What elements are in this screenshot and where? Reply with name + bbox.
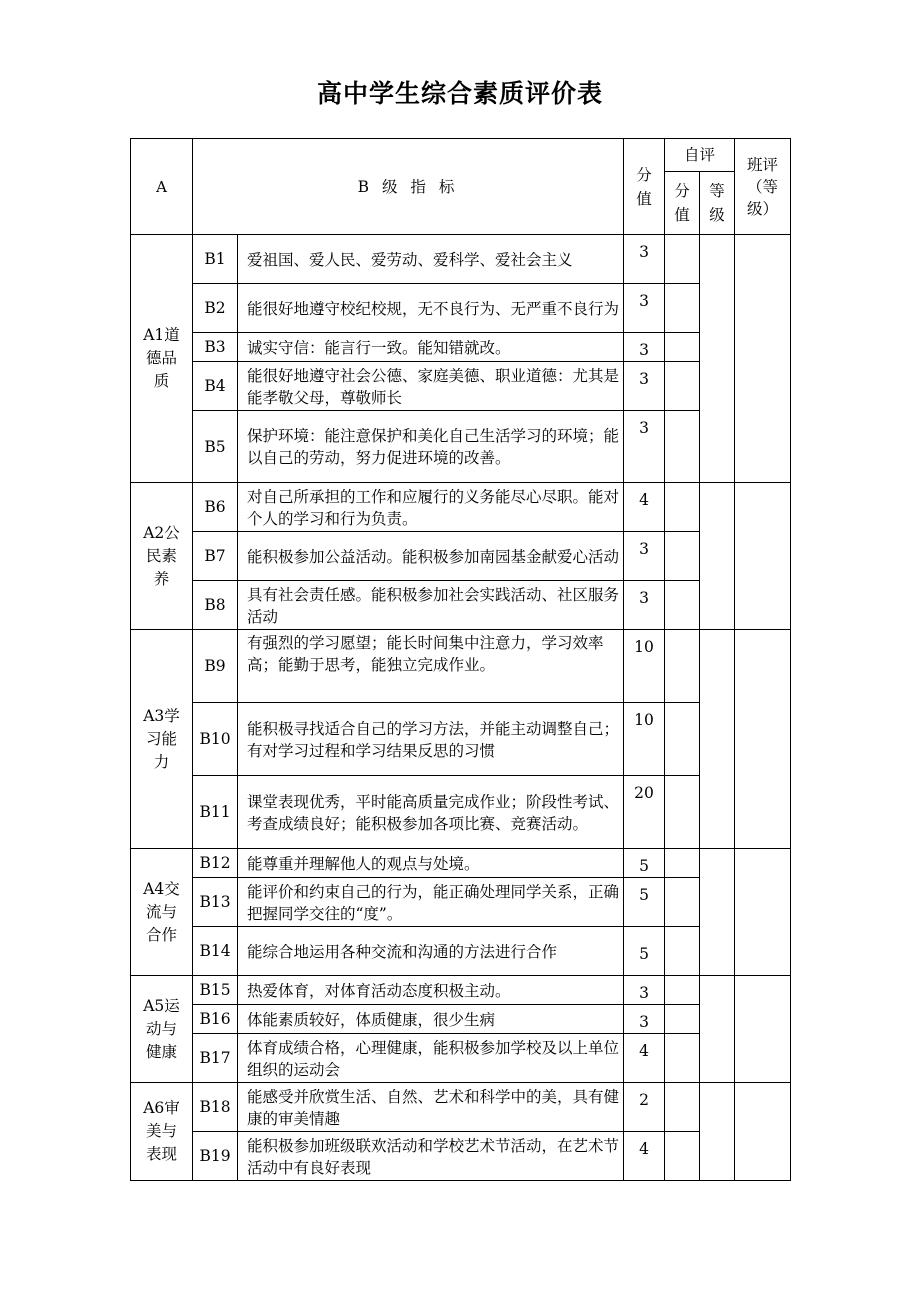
table-row bbox=[131, 703, 791, 776]
category-a4: A4交流与合作 bbox=[143, 879, 180, 944]
header-self-eval: 自评 bbox=[665, 139, 735, 172]
item-score: 2 bbox=[624, 1083, 665, 1132]
self-score-cell[interactable] bbox=[665, 284, 700, 333]
item-code: B12 bbox=[193, 849, 238, 878]
item-code: B16 bbox=[193, 1005, 238, 1034]
item-score: 10 bbox=[624, 703, 665, 776]
item-text: 体能素质较好，体质健康，很少生病 bbox=[238, 1005, 624, 1034]
self-grade-cell[interactable] bbox=[700, 976, 735, 1083]
self-score-cell[interactable] bbox=[665, 333, 700, 362]
self-score-cell[interactable] bbox=[665, 1005, 700, 1034]
table-row bbox=[131, 1034, 791, 1083]
item-score: 3 bbox=[624, 581, 665, 630]
self-score-cell[interactable] bbox=[665, 532, 700, 581]
item-text: 课堂表现优秀，平时能高质量完成作业；阶段性考试、考查成绩良好；能积极参加各项比赛、竞赛活动。 bbox=[238, 776, 624, 849]
item-code: B1 bbox=[193, 235, 238, 284]
class-eval-cell[interactable] bbox=[735, 976, 791, 1083]
class-eval-cell[interactable] bbox=[735, 483, 791, 630]
self-score-cell[interactable] bbox=[665, 1132, 700, 1181]
self-grade-cell[interactable] bbox=[700, 235, 735, 483]
class-eval-cell[interactable] bbox=[735, 849, 791, 976]
item-code: B5 bbox=[193, 411, 238, 483]
table-row bbox=[131, 927, 791, 976]
item-score: 4 bbox=[624, 1034, 665, 1083]
item-score: 5 bbox=[624, 849, 665, 878]
item-text: 爱祖国、爱人民、爱劳动、爱科学、爱社会主义 bbox=[238, 235, 624, 284]
item-code: B8 bbox=[193, 581, 238, 630]
item-code: B2 bbox=[193, 284, 238, 333]
self-score-cell[interactable] bbox=[665, 235, 700, 284]
item-text: 具有社会责任感。能积极参加社会实践活动、社区服务活动 bbox=[238, 581, 624, 630]
item-code: B11 bbox=[193, 776, 238, 849]
header-row-1 bbox=[131, 139, 791, 172]
item-score: 3 bbox=[624, 284, 665, 333]
item-code: B10 bbox=[193, 703, 238, 776]
item-code: B6 bbox=[193, 483, 238, 532]
item-text: 能综合地运用各种交流和沟通的方法进行合作 bbox=[238, 927, 624, 976]
self-score-cell[interactable] bbox=[665, 630, 700, 703]
table-row bbox=[131, 1083, 791, 1132]
header-b-level: B 级 指 标 bbox=[193, 139, 624, 235]
item-score: 3 bbox=[624, 1005, 665, 1034]
item-code: B19 bbox=[193, 1132, 238, 1181]
category-a3: A3学习能力 bbox=[143, 706, 180, 771]
item-score: 10 bbox=[624, 630, 665, 703]
item-score: 3 bbox=[624, 532, 665, 581]
item-code: B14 bbox=[193, 927, 238, 976]
item-text: 能感受并欣赏生活、自然、艺术和科学中的美，具有健康的审美情趣 bbox=[238, 1083, 624, 1132]
self-score-cell[interactable] bbox=[665, 1034, 700, 1083]
item-score: 4 bbox=[624, 1132, 665, 1181]
item-text: 能积极参加班级联欢活动和学校艺术节活动，在艺术节活动中有良好表现 bbox=[238, 1132, 624, 1181]
header-class-eval: 班评（等级） bbox=[747, 155, 779, 218]
table-row bbox=[131, 776, 791, 849]
item-code: B7 bbox=[193, 532, 238, 581]
category-a6: A6审美与表现 bbox=[143, 1099, 180, 1163]
table-row bbox=[131, 849, 791, 878]
table-row bbox=[131, 1005, 791, 1034]
self-score-cell[interactable] bbox=[665, 976, 700, 1005]
table-row bbox=[131, 1132, 791, 1181]
item-code: B17 bbox=[193, 1034, 238, 1083]
evaluation-table bbox=[130, 138, 791, 1181]
item-text: 能尊重并理解他人的观点与处境。 bbox=[238, 849, 624, 878]
self-score-cell[interactable] bbox=[665, 927, 700, 976]
category-a2: A2公民素养 bbox=[143, 523, 180, 588]
self-grade-cell[interactable] bbox=[700, 630, 735, 849]
header-a: A bbox=[131, 139, 193, 235]
item-code: B15 bbox=[193, 976, 238, 1005]
self-score-cell[interactable] bbox=[665, 1083, 700, 1132]
item-text: 能很好地遵守社会公德、家庭美德、职业道德：尤其是能孝敬父母，尊敬师长 bbox=[238, 362, 624, 411]
item-text: 能积极参加公益活动。能积极参加南园基金献爱心活动 bbox=[238, 532, 624, 581]
category-a1: A1道德品质 bbox=[143, 326, 180, 390]
table-row bbox=[131, 630, 791, 703]
item-text: 热爱体育，对体育活动态度积极主动。 bbox=[238, 976, 624, 1005]
item-score: 5 bbox=[624, 927, 665, 976]
table-row bbox=[131, 284, 791, 333]
class-eval-cell[interactable] bbox=[735, 630, 791, 849]
item-text: 对自己所承担的工作和应履行的义务能尽心尽职。能对个人的学习和行为负责。 bbox=[238, 483, 624, 532]
class-eval-cell[interactable] bbox=[735, 1083, 791, 1181]
self-score-cell[interactable] bbox=[665, 581, 700, 630]
self-score-cell[interactable] bbox=[665, 878, 700, 927]
table-row bbox=[131, 532, 791, 581]
table-row bbox=[131, 235, 791, 284]
header-self-score: 分值 bbox=[674, 182, 690, 224]
item-text: 能评价和约束自己的行为，能正确处理同学关系，正确把握同学交往的“度”。 bbox=[238, 878, 624, 927]
table-row bbox=[131, 581, 791, 630]
class-eval-cell[interactable] bbox=[735, 235, 791, 483]
self-score-cell[interactable] bbox=[665, 483, 700, 532]
item-text: 能很好地遵守校纪校规，无不良行为、无严重不良行为 bbox=[238, 284, 624, 333]
self-score-cell[interactable] bbox=[665, 362, 700, 411]
table-row bbox=[131, 411, 791, 483]
item-code: B13 bbox=[193, 878, 238, 927]
self-score-cell[interactable] bbox=[665, 849, 700, 878]
item-code: B9 bbox=[193, 630, 238, 703]
table-row bbox=[131, 483, 791, 532]
item-code: B18 bbox=[193, 1083, 238, 1132]
item-score: 3 bbox=[624, 362, 665, 411]
item-code: B3 bbox=[193, 333, 238, 362]
self-score-cell[interactable] bbox=[665, 411, 700, 483]
table-row bbox=[131, 976, 791, 1005]
header-score: 分值 bbox=[636, 165, 652, 208]
self-score-cell[interactable] bbox=[665, 703, 700, 776]
page-title: 高中学生综合素质评价表 bbox=[316, 79, 603, 108]
item-text: 能积极寻找适合自己的学习方法，并能主动调整自己；有对学习过程和学习结果反思的习惯 bbox=[238, 703, 624, 776]
item-score: 3 bbox=[624, 333, 665, 362]
table-row bbox=[131, 333, 791, 362]
table-row bbox=[131, 362, 791, 411]
self-score-cell[interactable] bbox=[665, 776, 700, 849]
self-grade-cell[interactable] bbox=[700, 849, 735, 976]
category-a5: A5运动与健康 bbox=[143, 996, 180, 1061]
item-score: 4 bbox=[624, 483, 665, 532]
header-self-grade: 等级 bbox=[709, 182, 725, 224]
item-text: 有强烈的学习愿望；能长时间集中注意力，学习效率高；能勤于思考，能独立完成作业。 bbox=[238, 630, 624, 703]
item-code: B4 bbox=[193, 362, 238, 411]
item-score: 3 bbox=[624, 976, 665, 1005]
item-text: 保护环境：能注意保护和美化自己生活学习的环境；能以自己的劳动，努力促进环境的改善。 bbox=[238, 411, 624, 483]
item-score: 5 bbox=[624, 878, 665, 927]
item-text: 诚实守信：能言行一致。能知错就改。 bbox=[238, 333, 624, 362]
item-score: 3 bbox=[624, 235, 665, 284]
item-score: 3 bbox=[624, 411, 665, 483]
item-score: 20 bbox=[624, 776, 665, 849]
item-text: 体育成绩合格，心理健康，能积极参加学校及以上单位组织的运动会 bbox=[238, 1034, 624, 1083]
table-row bbox=[131, 878, 791, 927]
self-grade-cell[interactable] bbox=[700, 1083, 735, 1181]
self-grade-cell[interactable] bbox=[700, 483, 735, 630]
